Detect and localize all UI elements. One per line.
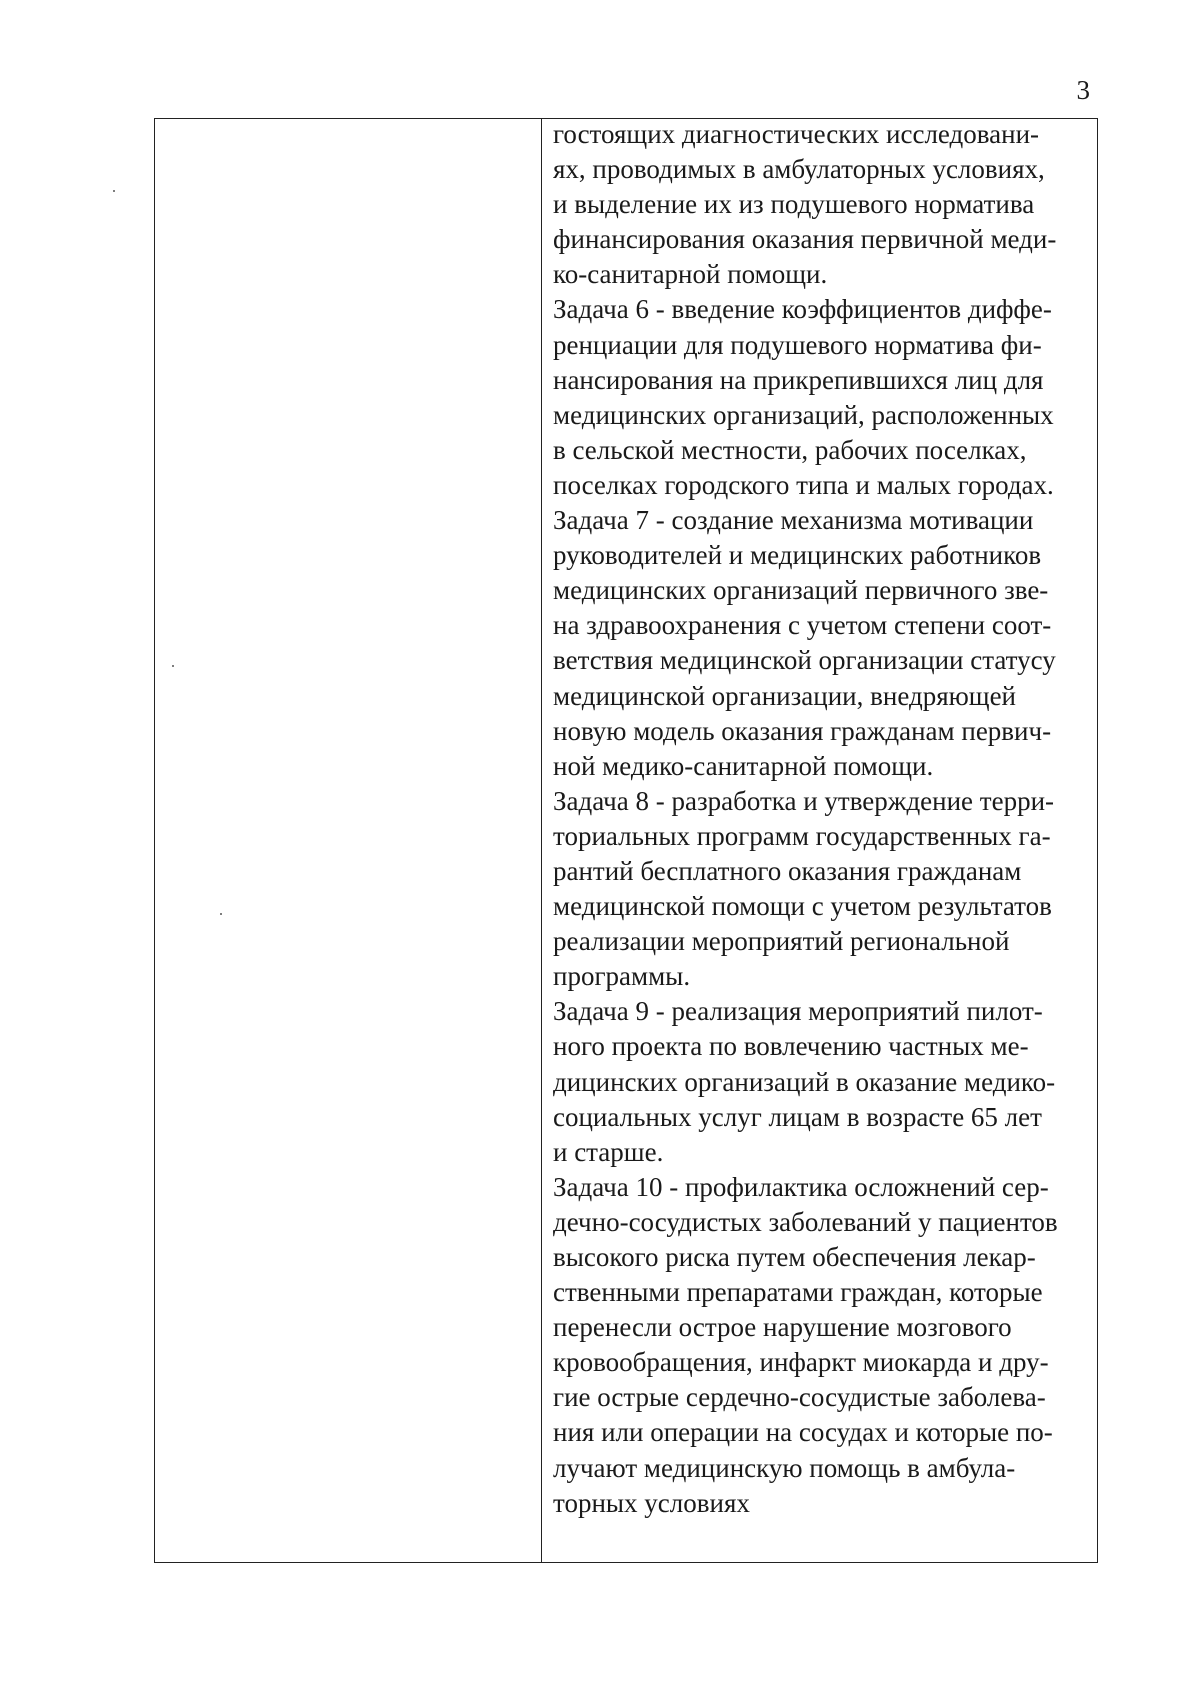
- scan-speck: [113, 190, 115, 192]
- left-cell: [155, 119, 542, 1563]
- scan-speck: [220, 913, 222, 915]
- right-cell: [542, 119, 1098, 1563]
- page-number: 3: [1076, 75, 1090, 105]
- content-table: [154, 118, 1098, 1563]
- table-row: [155, 119, 1098, 1563]
- right-cell-text: гостоящих диагностических исследовани- ях, проводимых в амбулаторных условиях, и выделение их из подушевого норматива финансирования оказания первичной меди- ко-санитарной помощи. Задача 6 - введение коэффициентов диффе- ренциации для подушевого норматива фи- нансирования на прикрепившихся лиц для медицинских организаций, расположенных в сельской местности, рабочих поселках, поселках городского типа и малых городах. Задача 7 - создание механизма мотивации руководителей и медицинских работников медицинских организаций первичного зве- на здравоохранения с учетом степени соот- ветствия медицинской организации статусу медицинской организации, внедряющей новую модель оказания гражданам первич- ной медико-санитарной помощи. Задача 8 - разработка и утверждение терри- ториальных программ государственных га- рантий бесплатного оказания гражданам медицинской помощи с учетом результатов реализации мероприятий региональной программы. Задача 9 - реализация мероприятий пилот- ного проекта по вовлечению частных ме- дицинских организаций в оказание медико- социальных услуг лицам в возрасте 65 лет и старше. Задача 10 - профилактика осложнений сер- дечно-сосудистых заболеваний у пациентов высокого риска путем обеспечения лекар- ственными препаратами граждан, которые перенесли острое нарушение мозгового кровообращения, инфаркт миокарда и дру- гие острые сердечно-сосудистые заболева- ния или операции на сосудах и которые по- лучают медицинскую помощь в амбула- торных условиях: [553, 119, 1058, 1518]
- scan-speck: [172, 665, 174, 667]
